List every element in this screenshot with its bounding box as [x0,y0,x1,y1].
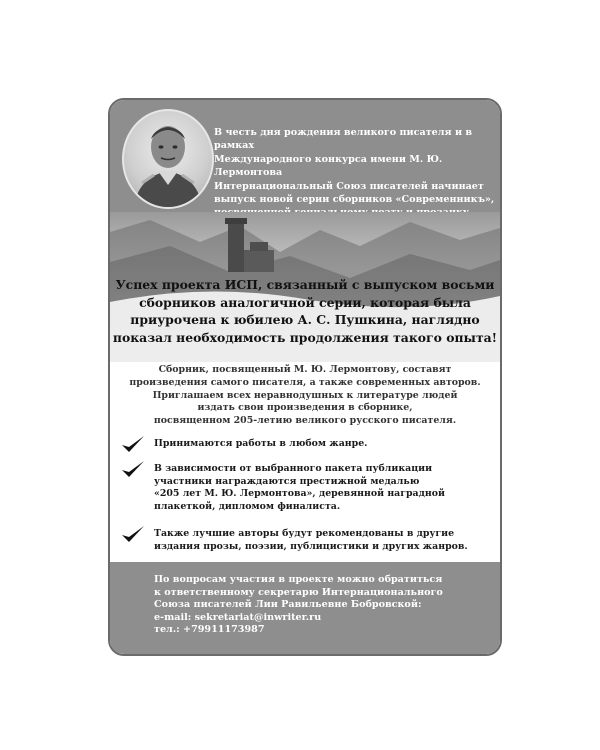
checklist-line: участники награждаются престижной медалью [154,475,420,487]
intro-paragraph [110,364,500,428]
intro-line: Сборник, посвященный М. Ю. Лермонтову, составят [158,364,452,375]
header-line: В честь дня рождения великого писателя и в рамках [214,127,473,152]
header-text [214,126,498,220]
footer-line: к ответственному секретарю Интернационального [154,586,443,598]
email-text: e-mail: sekretariat@inwriter.ru [154,611,322,623]
checklist-item [120,528,490,554]
flyer [108,98,502,656]
footer-line: Союза писателей Лии Равильевне Бобровской: [154,599,422,611]
headline [110,276,500,346]
header-line: Интернациональный Союз писателей начинает [214,180,484,192]
footer-band [110,562,500,654]
header-line: выпуск новой серии сборников «Современникъ», [214,194,495,206]
contact-info [154,574,494,637]
intro-line: Приглашаем всех неравнодушных к литературе людей [152,389,458,401]
footer-line: По вопросам участия в проекте можно обратиться [154,574,443,585]
checkmark-icon [120,524,146,544]
intro-line: посвященном 205-летию великого русского писателя. [153,415,457,427]
portrait-illustration [122,109,214,209]
headline-line: сборников аналогичной серии, которая была [139,294,471,310]
header-band [110,100,500,212]
checkmark-icon [120,434,146,454]
checklist-item [120,463,490,514]
phone-text: тел.: +79911173987 [154,624,265,636]
checklist [120,434,490,554]
checklist-line: «205 лет М. Ю. Лермонтова», деревянной наградной [154,488,445,500]
checklist-line: В зависимости от выбранного пакета публикации [154,462,433,474]
headline-line: приурочена к юбилею А. С. Пушкина, наглядно [130,312,480,328]
header-line: Международного конкурса имени М. Ю. Лермонтова [214,153,443,179]
checklist-line: Принимаются работы в любом жанре. [154,438,368,449]
checklist-item [120,438,490,451]
checklist-line: Также лучшие авторы будут рекомендованы в другие [154,527,455,539]
checklist-line: плакеткой, дипломом финалиста. [154,501,341,513]
checklist-line: издания прозы, поэзии, публицистики и других жанров. [154,540,468,552]
headline-line: показал необходимость продолжения такого опыта! [112,329,498,345]
intro-line: издать свои произведения в сборнике, [197,402,413,414]
headline-line: Успех проекта ИСП, связанный с выпуском восьми [115,277,495,292]
checkmark-icon [120,459,146,479]
intro-line: произведения самого писателя, а также современных авторов. [129,376,481,388]
